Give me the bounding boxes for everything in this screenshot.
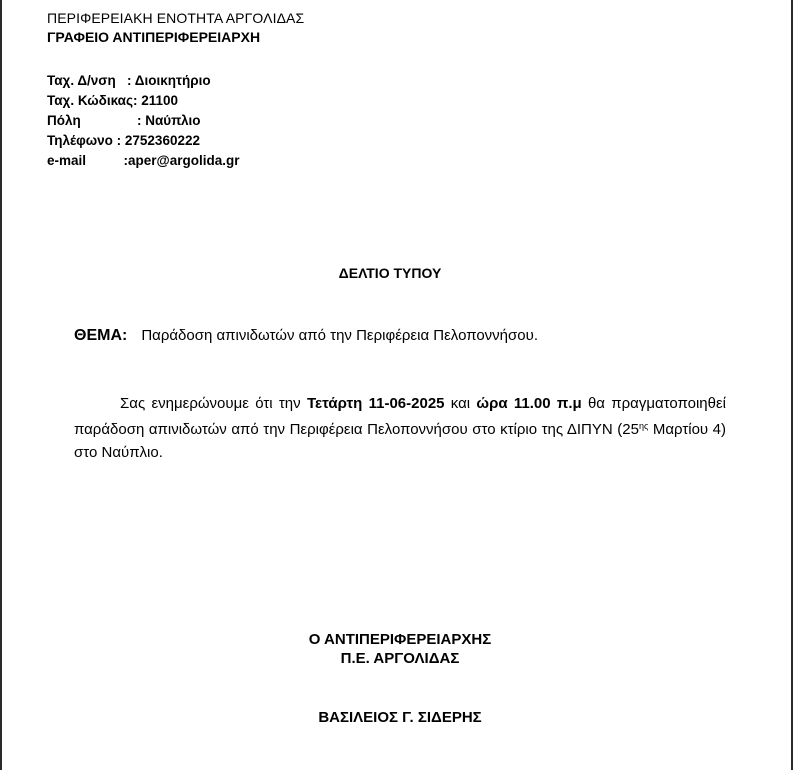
office-name: ΓΡΑΦΕΙΟ ΑΝΤΙΠΕΡΙΦΕΡΕΙΑΡΧΗ bbox=[47, 29, 261, 45]
contact-label: Ταχ. Δ/νση bbox=[47, 73, 128, 88]
subject-label: ΘΕΜΑ: bbox=[74, 327, 128, 344]
signatory-unit: Π.Ε. ΑΡΓΟΛΙΔΑΣ bbox=[340, 650, 460, 667]
contact-details bbox=[47, 71, 239, 171]
body-paragraph bbox=[74, 392, 726, 464]
contact-value: : Διοικητήριο bbox=[127, 73, 211, 88]
signature-block bbox=[0, 630, 796, 668]
signatory-name: ΒΑΣΙΛΕΙΟΣ Γ. ΣΙΔΕΡΗΣ bbox=[318, 709, 482, 726]
subject-line bbox=[74, 327, 538, 345]
contact-row-email bbox=[47, 151, 239, 171]
subject-text: Παράδοση απινιδωτών από την Περιφέρεια Πελοποννήσου. bbox=[141, 327, 538, 344]
contact-label: Τηλέφωνο bbox=[47, 133, 117, 148]
body-text-3: θα πραγματοποιηθεί παράδοση απινιδωτών από την Περιφέρεια Πελοποννήσου στο κτίριο της ΔΙΠΥΝ (25 bbox=[74, 395, 726, 438]
letterhead bbox=[47, 9, 304, 47]
body-text-4: Μαρτίου 4) στο Ναύπλιο. bbox=[74, 421, 727, 461]
event-time: ώρα 11.00 π.μ bbox=[476, 395, 582, 412]
contact-label: Πόλη bbox=[47, 113, 138, 128]
contact-value: : 21100 bbox=[133, 93, 179, 108]
press-release-title: ΔΕΛΤΙΟ ΤΥΠΟΥ bbox=[338, 265, 442, 281]
contact-value: : Ναύπλιο bbox=[137, 113, 201, 128]
contact-value: :aper@argolida.gr bbox=[123, 153, 240, 168]
organization-name: ΠΕΡΙΦΕΡΕΙΑΚΗ ΕΝΟΤΗΤΑ ΑΡΓΟΛΙΔΑΣ bbox=[47, 10, 305, 26]
contact-label: Ταχ. Κώδικας bbox=[47, 93, 133, 108]
contact-row-postcode bbox=[47, 91, 239, 111]
contact-row-phone bbox=[47, 131, 239, 151]
event-date: Τετάρτη 11-06-2025 bbox=[306, 395, 445, 412]
signatory-title: Ο ΑΝΤΙΠΕΡΙΦΕΡΕΙΑΡΧΗΣ bbox=[308, 631, 492, 648]
ordinal-suffix: ης bbox=[638, 421, 649, 431]
contact-row-city bbox=[47, 111, 239, 131]
body-text-1: Σας ενημερώνουμε ότι την bbox=[120, 395, 307, 412]
body-text-2: και bbox=[444, 395, 477, 412]
contact-label: e-mail bbox=[47, 153, 124, 168]
contact-row-address bbox=[47, 71, 239, 91]
contact-value: : 2752360222 bbox=[116, 133, 200, 148]
